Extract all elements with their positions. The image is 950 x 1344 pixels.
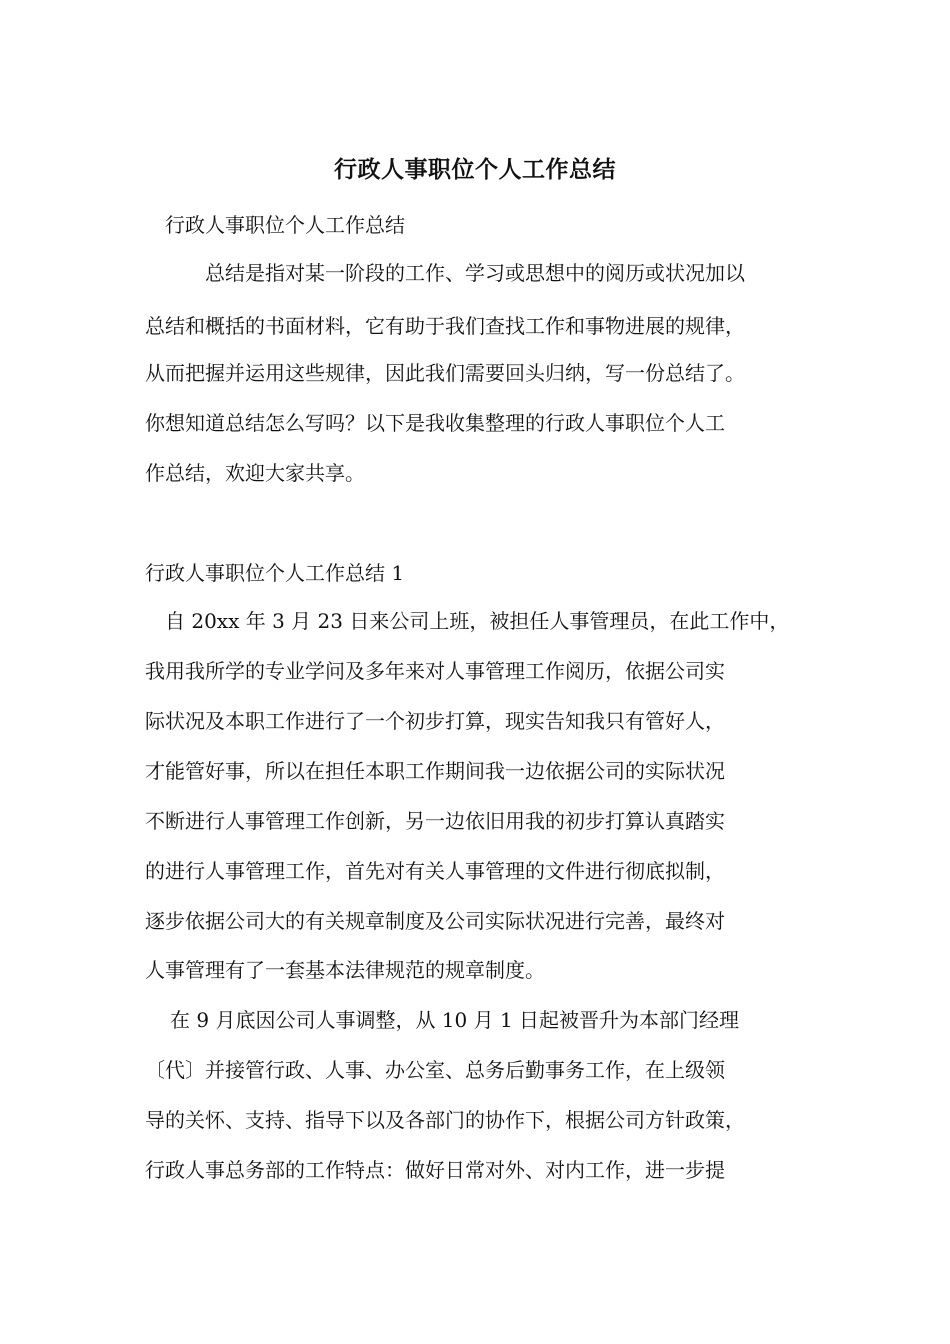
- paragraph-line: 逐步依据公司大的有关规章制度及公司实际状况进行完善，最终对: [145, 909, 725, 933]
- intro-line: 从而把握并运用这些规律，因此我们需要回头归纳，写一份总结了。: [145, 361, 745, 385]
- paragraph-line: 导的关怀、支持、指导下以及各部门的协作下，根据公司方针政策，: [145, 1108, 745, 1132]
- document-subtitle: 行政人事职位个人工作总结: [165, 213, 405, 237]
- document-title: 行政人事职位个人工作总结: [334, 156, 616, 183]
- paragraph-line: 行政人事总务部的工作特点：做好日常对外、对内工作，进一步提: [145, 1158, 725, 1182]
- paragraph-line: 我用我所学的专业学问及多年来对人事管理工作阅历，依据公司实: [145, 659, 725, 683]
- paragraph-line: 在 9 月底因公司人事调整，从 10 月 1 日起被晋升为本部门经理: [170, 1008, 740, 1032]
- intro-line: 你想知道总结怎么写吗？以下是我收集整理的行政人事职位个人工: [145, 411, 725, 435]
- paragraph-line: 的进行人事管理工作，首先对有关人事管理的文件进行彻底拟制，: [145, 859, 725, 883]
- intro-line: 作总结，欢迎大家共享。: [145, 461, 365, 485]
- paragraph-line: 自 20xx 年 3 月 23 日来公司上班，被担任人事管理员，在此工作中，: [165, 609, 790, 633]
- section-heading: 行政人事职位个人工作总结 1: [145, 561, 405, 585]
- paragraph-line: 才能管好事，所以在担任本职工作期间我一边依据公司的实际状况: [145, 759, 725, 783]
- intro-line: 总结和概括的书面材料，它有助于我们查找工作和事物进展的规律，: [145, 314, 745, 338]
- paragraph-line: 际状况及本职工作进行了一个初步打算，现实告知我只有管好人，: [145, 709, 725, 733]
- paragraph-line: 人事管理有了一套基本法律规范的规章制度。: [145, 958, 545, 982]
- paragraph-line: 不断进行人事管理工作创新，另一边依旧用我的初步打算认真踏实: [145, 809, 725, 833]
- paragraph-line: 〔代〕并接管行政、人事、办公室、总务后勤事务工作，在上级领: [145, 1058, 725, 1082]
- intro-line: 总结是指对某一阶段的工作、学习或思想中的阅历或状况加以: [205, 261, 745, 285]
